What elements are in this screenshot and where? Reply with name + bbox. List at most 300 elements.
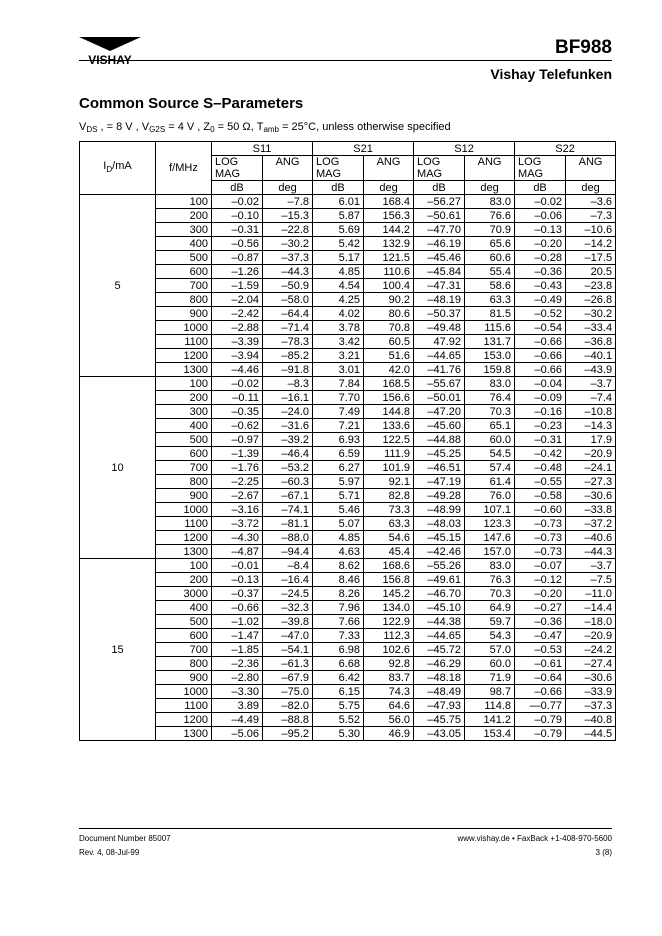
frequency-cell: 3000 [156,587,212,601]
value-cell: –48.99 [414,503,465,517]
value-cell: 54.5 [465,447,515,461]
value-cell: 115.6 [465,321,515,335]
value-cell: 83.0 [465,377,515,391]
value-cell: 5.52 [313,713,364,727]
value-cell: –2.88 [212,321,263,335]
value-cell: –40.1 [566,349,616,363]
col-header-id: $I_D/mA$ [80,142,156,195]
value-cell: –88.0 [263,531,313,545]
value-cell: –0.31 [212,223,263,237]
value-cell: –8.4 [263,559,313,573]
value-cell: –2.80 [212,671,263,685]
value-cell: –0.48 [515,461,566,475]
table-row [80,251,616,265]
frequency-cell: 1200 [156,713,212,727]
value-cell: –4.30 [212,531,263,545]
unit-db: dB [414,181,465,195]
unit-deg: deg [364,181,414,195]
value-cell: –55.67 [414,377,465,391]
value-cell: –2.36 [212,657,263,671]
value-cell: –20.9 [566,629,616,643]
value-cell: 60.0 [465,433,515,447]
value-cell: –47.0 [263,629,313,643]
table-row [80,293,616,307]
frequency-cell: 700 [156,461,212,475]
frequency-cell: 400 [156,237,212,251]
frequency-cell: 300 [156,405,212,419]
value-cell: 6.42 [313,671,364,685]
value-cell: –3.7 [566,377,616,391]
value-cell: 100.4 [364,279,414,293]
value-cell: 7.21 [313,419,364,433]
value-cell: 8.62 [313,559,364,573]
value-cell: –44.3 [566,545,616,559]
table-body [80,195,616,741]
value-cell: 4.85 [313,531,364,545]
value-cell: 45.4 [364,545,414,559]
value-cell: –75.0 [263,685,313,699]
value-cell: –95.2 [263,727,313,741]
unit-deg: deg [566,181,616,195]
table-row [80,699,616,713]
value-cell: –39.2 [263,433,313,447]
value-cell: –0.66 [515,335,566,349]
value-cell: 5.75 [313,699,364,713]
value-cell: –7.3 [566,209,616,223]
value-cell: –48.49 [414,685,465,699]
value-cell: 80.6 [364,307,414,321]
value-cell: –7.4 [566,391,616,405]
value-cell: –16.1 [263,391,313,405]
value-cell: –48.03 [414,517,465,531]
test-conditions: $V_{DS}$ , = 8 V , $V_{G2S} = 4$ V , $Z_0 = 50$ Ω, $T_{amb} = 25^\circ C$, unless otherwise specified [79,121,451,134]
value-cell: 7.33 [313,629,364,643]
value-cell: –1.47 [212,629,263,643]
value-cell: –48.18 [414,671,465,685]
value-cell: 17.9 [566,433,616,447]
value-cell: –31.6 [263,419,313,433]
frequency-cell: 700 [156,643,212,657]
value-cell: –3.6 [566,195,616,209]
value-cell: 4.54 [313,279,364,293]
value-cell: –46.70 [414,587,465,601]
frequency-cell: 200 [156,391,212,405]
table-row [80,419,616,433]
value-cell: 60.6 [465,251,515,265]
value-cell: 159.8 [465,363,515,377]
value-cell: 153.0 [465,349,515,363]
value-cell: –0.60 [515,503,566,517]
value-cell: 55.4 [465,265,515,279]
value-cell: –7.8 [263,195,313,209]
value-cell: –45.10 [414,601,465,615]
value-cell: –26.8 [566,293,616,307]
value-cell: –0.02 [515,195,566,209]
value-cell: –1.02 [212,615,263,629]
value-cell: –0.52 [515,307,566,321]
logo-text: VISHAY [88,53,132,67]
value-cell: –55.26 [414,559,465,573]
value-cell: –1.59 [212,279,263,293]
value-cell: 5.46 [313,503,364,517]
frequency-cell: 200 [156,209,212,223]
value-cell: –22.8 [263,223,313,237]
value-cell: –45.25 [414,447,465,461]
value-cell: –81.1 [263,517,313,531]
unit-deg: deg [263,181,313,195]
value-cell: 81.5 [465,307,515,321]
value-cell: 4.85 [313,265,364,279]
value-cell: –0.02 [212,195,263,209]
value-cell: –91.8 [263,363,313,377]
contact-info: www.vishay.de • FaxBack +1-408-970-5600 [457,834,612,843]
value-cell: –0.20 [515,587,566,601]
frequency-cell: 500 [156,251,212,265]
value-cell: –53.2 [263,461,313,475]
value-cell: –1.26 [212,265,263,279]
value-cell: 156.6 [364,391,414,405]
section-title: Common Source S–Parameters [79,95,304,112]
value-cell: –85.2 [263,349,313,363]
value-cell: –44.5 [566,727,616,741]
value-cell: –2.25 [212,475,263,489]
value-cell: 6.15 [313,685,364,699]
value-cell: 131.7 [465,335,515,349]
frequency-cell: 200 [156,573,212,587]
value-cell: –0.66 [515,363,566,377]
frequency-cell: 1100 [156,335,212,349]
value-cell: –2.42 [212,307,263,321]
value-cell: –0.42 [515,447,566,461]
frequency-cell: 100 [156,377,212,391]
s-parameter-table [79,141,616,741]
value-cell: 7.84 [313,377,364,391]
value-cell: –20.9 [566,447,616,461]
frequency-cell: 600 [156,629,212,643]
table-row [80,713,616,727]
value-cell: –47.31 [414,279,465,293]
value-cell: –45.46 [414,251,465,265]
value-cell: –74.1 [263,503,313,517]
value-cell: –30.2 [263,237,313,251]
value-cell: –45.60 [414,419,465,433]
value-cell: 63.3 [364,517,414,531]
group-header-s21: S21 [313,142,414,156]
frequency-cell: 1100 [156,699,212,713]
value-cell: 153.4 [465,727,515,741]
value-cell: –24.1 [566,461,616,475]
value-cell: –46.29 [414,657,465,671]
frequency-cell: 700 [156,279,212,293]
table-row [80,629,616,643]
value-cell: –1.76 [212,461,263,475]
frequency-cell: 600 [156,447,212,461]
value-cell: –32.3 [263,601,313,615]
value-cell: –0.73 [515,531,566,545]
value-cell: 65.6 [465,237,515,251]
value-cell: –71.4 [263,321,313,335]
value-cell: 70.9 [465,223,515,237]
value-cell: 4.25 [313,293,364,307]
value-cell: –24.2 [566,643,616,657]
value-cell: 54.6 [364,531,414,545]
value-cell: –0.47 [515,629,566,643]
value-cell: –3.39 [212,335,263,349]
value-cell: –42.46 [414,545,465,559]
frequency-cell: 1000 [156,503,212,517]
frequency-cell: 1000 [156,321,212,335]
table-row [80,573,616,587]
table-row [80,727,616,741]
value-cell: –44.38 [414,615,465,629]
col-header-freq: f/MHz [156,142,212,195]
value-cell: 5.17 [313,251,364,265]
value-cell: –94.4 [263,545,313,559]
table-row [80,587,616,601]
table-row [80,685,616,699]
value-cell: 101.9 [364,461,414,475]
value-cell: –33.9 [566,685,616,699]
value-cell: 5.42 [313,237,364,251]
value-cell: –0.61 [515,657,566,671]
group-header-s12: S12 [414,142,515,156]
value-cell: 123.3 [465,517,515,531]
value-cell: –0.58 [515,489,566,503]
sub-header-logmag: LOG MAG [414,156,465,181]
frequency-cell: 500 [156,615,212,629]
table-row [80,195,616,209]
value-cell: –1.85 [212,643,263,657]
value-cell: –0.36 [515,615,566,629]
value-cell: —0.77 [515,699,566,713]
value-cell: 8.26 [313,587,364,601]
value-cell: 3.78 [313,321,364,335]
value-cell: 83.0 [465,559,515,573]
value-cell: 6.59 [313,447,364,461]
value-cell: 6.01 [313,195,364,209]
value-cell: –48.19 [414,293,465,307]
value-cell: –43.05 [414,727,465,741]
table-row [80,363,616,377]
sub-header-ang: ANG [364,156,414,181]
value-cell: –44.88 [414,433,465,447]
value-cell: –0.27 [515,601,566,615]
value-cell: –60.3 [263,475,313,489]
value-cell: –16.4 [263,573,313,587]
table-row [80,209,616,223]
value-cell: –67.1 [263,489,313,503]
value-cell: –47.70 [414,223,465,237]
frequency-cell: 1300 [156,363,212,377]
value-cell: 145.2 [364,587,414,601]
value-cell: 156.3 [364,209,414,223]
value-cell: –14.4 [566,601,616,615]
table-row [80,657,616,671]
value-cell: 46.9 [364,727,414,741]
value-cell: –10.6 [566,223,616,237]
value-cell: 60.0 [465,657,515,671]
frequency-cell: 1300 [156,727,212,741]
value-cell: 65.1 [465,419,515,433]
value-cell: –45.15 [414,531,465,545]
value-cell: –0.36 [515,265,566,279]
frequency-cell: 300 [156,223,212,237]
value-cell: 92.1 [364,475,414,489]
unit-db: dB [515,181,566,195]
frequency-cell: 800 [156,475,212,489]
value-cell: 71.9 [465,671,515,685]
table-row [80,391,616,405]
value-cell: –0.66 [212,601,263,615]
value-cell: –45.72 [414,643,465,657]
value-cell: 144.2 [364,223,414,237]
value-cell: –0.20 [515,237,566,251]
value-cell: –14.3 [566,419,616,433]
value-cell: –0.54 [515,321,566,335]
value-cell: –0.53 [515,643,566,657]
value-cell: –0.64 [515,671,566,685]
value-cell: –33.8 [566,503,616,517]
table-row [80,433,616,447]
value-cell: 168.6 [364,559,414,573]
value-cell: 76.4 [465,391,515,405]
unit-deg: deg [465,181,515,195]
value-cell: –1.39 [212,447,263,461]
drain-current-cell: 10 [80,377,156,559]
frequency-cell: 500 [156,433,212,447]
value-cell: –46.19 [414,237,465,251]
value-cell: 92.8 [364,657,414,671]
value-cell: 141.2 [465,713,515,727]
value-cell: –0.87 [212,251,263,265]
value-cell: –27.4 [566,657,616,671]
table-row [80,517,616,531]
value-cell: 110.6 [364,265,414,279]
value-cell: 57.4 [465,461,515,475]
frequency-cell: 400 [156,419,212,433]
value-cell: –0.04 [515,377,566,391]
value-cell: –37.2 [566,517,616,531]
frequency-cell: 400 [156,601,212,615]
value-cell: 132.9 [364,237,414,251]
value-cell: –36.8 [566,335,616,349]
value-cell: –54.1 [263,643,313,657]
value-cell: –17.5 [566,251,616,265]
value-cell: –0.11 [212,391,263,405]
revision: Rev. 4, 08-Jul-99 [79,848,140,857]
drain-current-cell: 15 [80,559,156,741]
value-cell: 5.71 [313,489,364,503]
value-cell: –88.8 [263,713,313,727]
value-cell: 5.07 [313,517,364,531]
value-cell: –2.04 [212,293,263,307]
value-cell: –58.0 [263,293,313,307]
value-cell: –50.37 [414,307,465,321]
value-cell: –0.06 [515,209,566,223]
value-cell: –43.9 [566,363,616,377]
value-cell: –41.76 [414,363,465,377]
value-cell: –23.8 [566,279,616,293]
value-cell: 5.97 [313,475,364,489]
value-cell: –39.8 [263,615,313,629]
value-cell: 83.0 [465,195,515,209]
value-cell: –0.16 [515,405,566,419]
value-cell: –3.30 [212,685,263,699]
value-cell: –4.46 [212,363,263,377]
value-cell: –0.55 [515,475,566,489]
value-cell: 121.5 [364,251,414,265]
table-row [80,461,616,475]
value-cell: 8.46 [313,573,364,587]
value-cell: 144.8 [364,405,414,419]
value-cell: 3.89 [212,699,263,713]
table-row [80,405,616,419]
frequency-cell: 1200 [156,349,212,363]
value-cell: –44.3 [263,265,313,279]
sub-header-ang: ANG [465,156,515,181]
value-cell: –24.5 [263,587,313,601]
value-cell: –45.75 [414,713,465,727]
frequency-cell: 900 [156,307,212,321]
frequency-cell: 1300 [156,545,212,559]
value-cell: 83.7 [364,671,414,685]
value-cell: 59.7 [465,615,515,629]
value-cell: –50.01 [414,391,465,405]
value-cell: 98.7 [465,685,515,699]
value-cell: –3.16 [212,503,263,517]
value-cell: –0.35 [212,405,263,419]
value-cell: 47.92 [414,335,465,349]
value-cell: –0.97 [212,433,263,447]
value-cell: 156.8 [364,573,414,587]
value-cell: 122.5 [364,433,414,447]
frequency-cell: 900 [156,671,212,685]
table-row [80,279,616,293]
value-cell: –37.3 [566,699,616,713]
value-cell: 20.5 [566,265,616,279]
value-cell: 111.9 [364,447,414,461]
value-cell: 114.8 [465,699,515,713]
value-cell: –3.72 [212,517,263,531]
value-cell: –45.84 [414,265,465,279]
value-cell: –0.07 [515,559,566,573]
table-row [80,489,616,503]
value-cell: 6.27 [313,461,364,475]
unit-db: dB [212,181,263,195]
value-cell: 147.6 [465,531,515,545]
value-cell: 6.98 [313,643,364,657]
value-cell: 70.8 [364,321,414,335]
table-row [80,321,616,335]
value-cell: –37.3 [263,251,313,265]
value-cell: 57.0 [465,643,515,657]
table-row [80,559,616,573]
value-cell: –0.09 [515,391,566,405]
value-cell: 90.2 [364,293,414,307]
group-header-s22: S22 [515,142,616,156]
sub-header-logmag: LOG MAG [515,156,566,181]
value-cell: 4.02 [313,307,364,321]
value-cell: 7.66 [313,615,364,629]
table-row [80,307,616,321]
value-cell: –3.94 [212,349,263,363]
value-cell: 82.8 [364,489,414,503]
value-cell: –46.4 [263,447,313,461]
value-cell: –67.9 [263,671,313,685]
value-cell: –49.48 [414,321,465,335]
unit-db: dB [313,181,364,195]
group-header-s11: S11 [212,142,313,156]
